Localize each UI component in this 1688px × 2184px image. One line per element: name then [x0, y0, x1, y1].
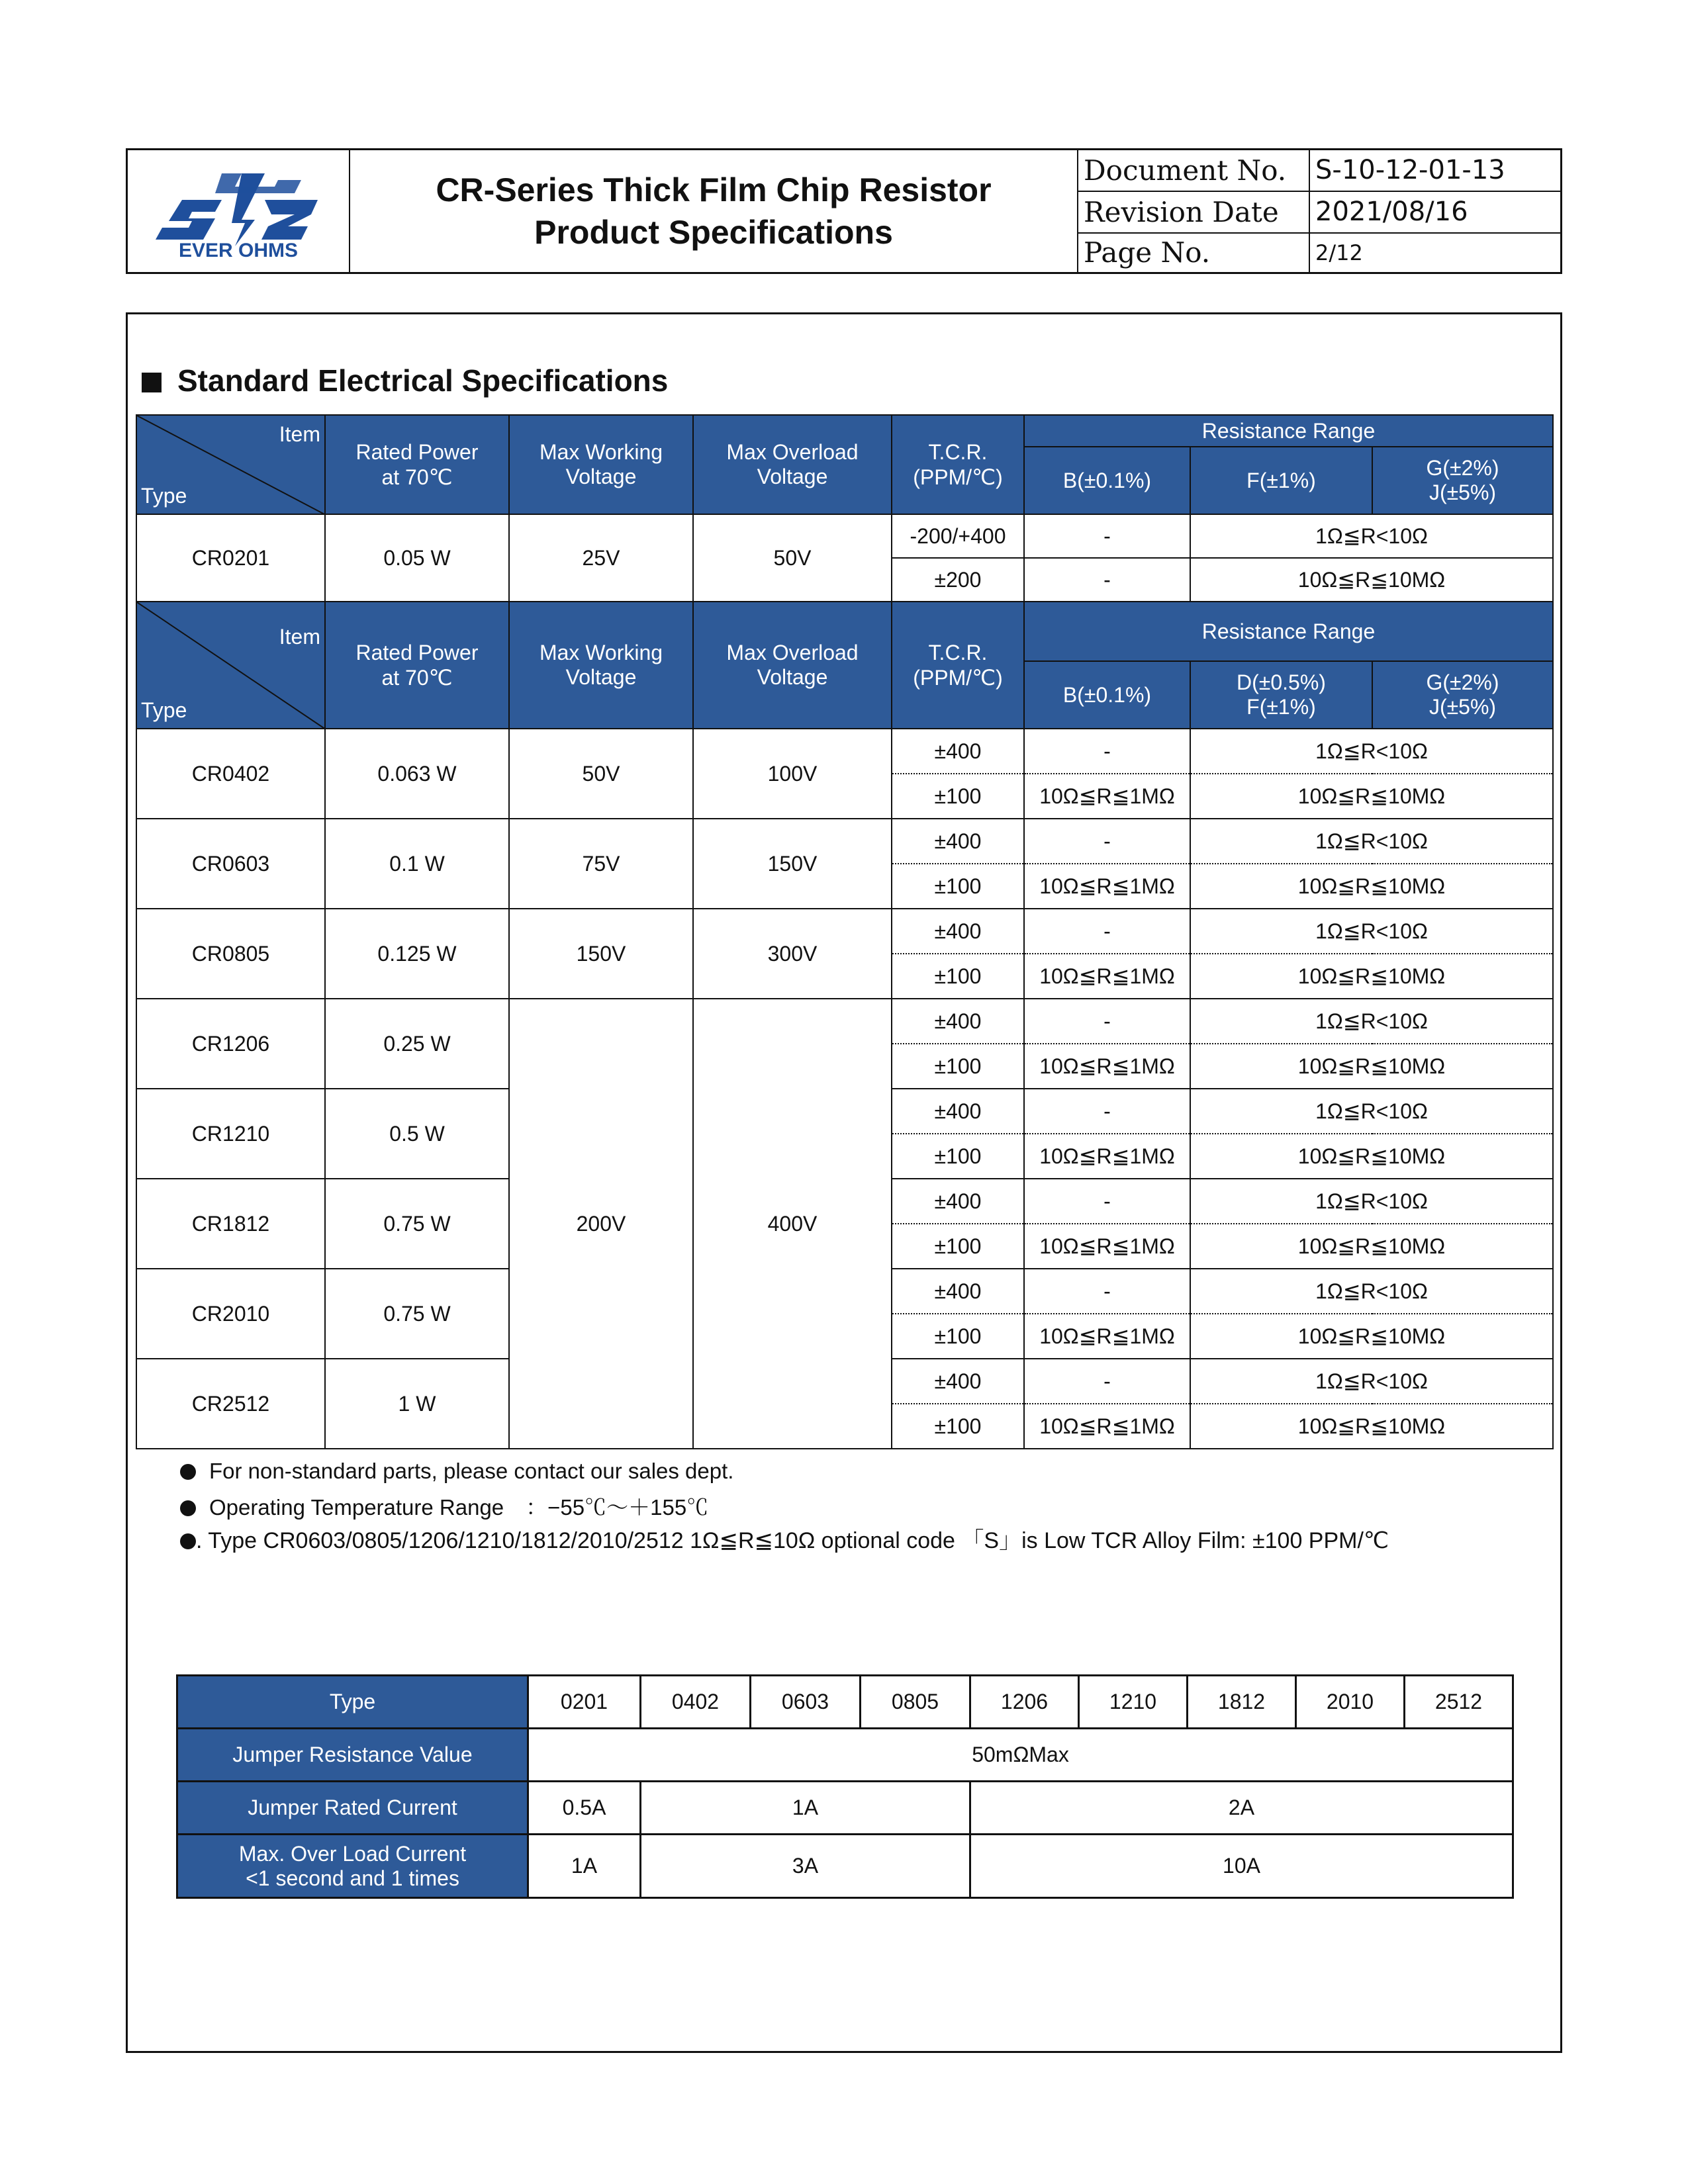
power-cell: 0.05 W	[325, 514, 509, 602]
item-label: Item	[279, 625, 320, 649]
type-cell: CR1812	[136, 1179, 325, 1269]
type-cell: CR1210	[136, 1089, 325, 1179]
range-cell: 10Ω≦R≦10MΩ	[1190, 1044, 1553, 1089]
working-voltage-cell: 25V	[509, 514, 693, 602]
b-range-cell: -	[1024, 1179, 1190, 1224]
tcr-cell: ±100	[892, 1404, 1024, 1449]
jumper-resistance-value: 50mΩMax	[528, 1729, 1513, 1782]
range-cell: 10Ω≦R≦10MΩ	[1190, 1314, 1553, 1359]
jumper-overload-high: 10A	[970, 1835, 1513, 1898]
range-cell: 1Ω≦R<10Ω	[1190, 1089, 1553, 1134]
range-cell: 10Ω≦R≦10MΩ	[1190, 1134, 1553, 1179]
type-cell: CR0603	[136, 819, 325, 909]
overload-voltage-cell: 300V	[693, 909, 892, 999]
tcr-cell: ±400	[892, 819, 1024, 864]
tcr-cell: -200/+400	[892, 514, 1024, 558]
jumper-current-header: Jumper Rated Current	[177, 1782, 528, 1835]
tcr-cell: ±400	[892, 999, 1024, 1044]
type-cell: CR2010	[136, 1269, 325, 1359]
range-cell: 10Ω≦R≦10MΩ	[1190, 558, 1553, 602]
square-bullet-icon	[142, 373, 162, 392]
b-range-cell: 10Ω≦R≦1MΩ	[1024, 864, 1190, 909]
b-tolerance-header: B(±0.1%)	[1024, 447, 1190, 514]
range-cell: 1Ω≦R<10Ω	[1190, 999, 1553, 1044]
type-cell: CR1206	[136, 999, 325, 1089]
jumper-current-mid: 1A	[641, 1782, 970, 1835]
revision-date-label: Revision Date	[1078, 191, 1309, 233]
tcr-cell: ±400	[892, 1359, 1024, 1404]
tcr-cell: ±100	[892, 954, 1024, 999]
working-voltage-cell: 50V	[509, 729, 693, 819]
electrical-spec-table	[136, 414, 1554, 1449]
type-label: Type	[141, 698, 187, 722]
page-no-label: Page No.	[1078, 233, 1309, 273]
bullet-icon	[180, 1500, 196, 1516]
type-cell: CR2512	[136, 1359, 325, 1449]
range-cell: 1Ω≦R<10Ω	[1190, 1359, 1553, 1404]
jumper-overload-0201: 1A	[528, 1835, 641, 1898]
revision-date-value: 2021/08/16	[1309, 191, 1562, 233]
jumper-type-2512: 2512	[1405, 1676, 1513, 1729]
tcr-cell: ±400	[892, 729, 1024, 774]
jumper-type-1210: 1210	[1079, 1676, 1188, 1729]
range-cell: 10Ω≦R≦10MΩ	[1190, 1404, 1553, 1449]
type-label: Type	[141, 484, 187, 508]
tcr-cell: ±100	[892, 774, 1024, 819]
f-tolerance-header: F(±1%)	[1190, 447, 1372, 514]
item-label: Item	[279, 422, 320, 446]
resistance-range-header-2: Resistance Range	[1024, 602, 1553, 661]
b-range-cell: -	[1024, 999, 1190, 1044]
range-cell: 10Ω≦R≦10MΩ	[1190, 954, 1553, 999]
b-range-cell: 10Ω≦R≦1MΩ	[1024, 1404, 1190, 1449]
tcr-header-2: T.C.R. (PPM/℃)	[892, 602, 1024, 729]
b-range-cell: -	[1024, 909, 1190, 954]
tcr-cell: ±100	[892, 1224, 1024, 1269]
type-cell: CR0201	[136, 514, 325, 602]
overload-voltage-cell: 50V	[693, 514, 892, 602]
range-cell: 10Ω≦R≦10MΩ	[1190, 864, 1553, 909]
rated-power-header-2: Rated Power at 70℃	[325, 602, 509, 729]
page-no-value: 2/12	[1309, 233, 1562, 273]
b-range-cell: -	[1024, 558, 1190, 602]
max-working-header-2: Max Working Voltage	[509, 602, 693, 729]
title-line-1: CR-Series Thick Film Chip Resistor	[436, 171, 992, 208]
tcr-cell: ±100	[892, 1134, 1024, 1179]
tcr-cell: ±400	[892, 1269, 1024, 1314]
df-tolerance-header: D(±0.5%) F(±1%)	[1190, 661, 1372, 729]
range-cell: 1Ω≦R<10Ω	[1190, 909, 1553, 954]
jumper-type-0201: 0201	[528, 1676, 641, 1729]
range-cell: 1Ω≦R<10Ω	[1190, 1179, 1553, 1224]
jumper-type-0805: 0805	[861, 1676, 970, 1729]
power-cell: 0.75 W	[325, 1179, 509, 1269]
b-range-cell: 10Ω≦R≦1MΩ	[1024, 1224, 1190, 1269]
note-1: For non-standard parts, please contact our sales dept.	[180, 1459, 733, 1484]
range-cell: 10Ω≦R≦10MΩ	[1190, 774, 1553, 819]
range-cell: 10Ω≦R≦10MΩ	[1190, 1224, 1553, 1269]
document-title	[350, 150, 1078, 273]
gj-tolerance-header: G(±2%) J(±5%)	[1372, 447, 1553, 514]
tcr-cell: ±200	[892, 558, 1024, 602]
jumper-overload-header: Max. Over Load Current <1 second and 1 times	[177, 1835, 528, 1898]
ever-ohms-logo-icon	[142, 160, 334, 259]
overload-voltage-cell: 100V	[693, 729, 892, 819]
range-cell: 1Ω≦R<10Ω	[1190, 819, 1553, 864]
b-range-cell: -	[1024, 1089, 1190, 1134]
logo-text: EVER OHMS	[178, 239, 299, 259]
document-no-value: S-10-12-01-13	[1309, 150, 1562, 191]
title-line-2: Product Specifications	[534, 214, 893, 251]
type-cell: CR0805	[136, 909, 325, 999]
bullet-icon	[180, 1464, 196, 1480]
shared-working-voltage-cell: 200V	[509, 999, 693, 1449]
section-heading	[142, 363, 668, 398]
power-cell: 0.25 W	[325, 999, 509, 1089]
b-tolerance-header-2: B(±0.1%)	[1024, 661, 1190, 729]
tcr-cell: ±400	[892, 1089, 1024, 1134]
b-range-cell: 10Ω≦R≦1MΩ	[1024, 1044, 1190, 1089]
jumper-type-1206: 1206	[970, 1676, 1079, 1729]
item-type-header-2	[136, 602, 325, 729]
jumper-current-high: 2A	[970, 1782, 1513, 1835]
tcr-cell: ±100	[892, 1044, 1024, 1089]
max-overload-header-2: Max Overload Voltage	[693, 602, 892, 729]
working-voltage-cell: 150V	[509, 909, 693, 999]
power-cell: 0.1 W	[325, 819, 509, 909]
note-2: Operating Temperature Range ：−55℃～＋155℃	[180, 1490, 708, 1522]
jumper-resistance-header: Jumper Resistance Value	[177, 1729, 528, 1782]
jumper-current-0201: 0.5A	[528, 1782, 641, 1835]
overload-voltage-cell: 150V	[693, 819, 892, 909]
range-cell: 1Ω≦R<10Ω	[1190, 514, 1553, 558]
b-range-cell: 10Ω≦R≦1MΩ	[1024, 954, 1190, 999]
jumper-overload-mid: 3A	[641, 1835, 970, 1898]
b-range-cell: 10Ω≦R≦1MΩ	[1024, 774, 1190, 819]
tcr-cell: ±100	[892, 864, 1024, 909]
jumper-type-0603: 0603	[751, 1676, 861, 1729]
jumper-type-header: Type	[177, 1676, 528, 1729]
b-range-cell: -	[1024, 1359, 1190, 1404]
document-no-label: Document No.	[1078, 150, 1309, 191]
tcr-cell: ±400	[892, 909, 1024, 954]
tcr-header: T.C.R. (PPM/℃)	[892, 415, 1024, 514]
gj-tolerance-header-2: G(±2%) J(±5%)	[1372, 661, 1553, 729]
b-range-cell: 10Ω≦R≦1MΩ	[1024, 1314, 1190, 1359]
b-range-cell: 10Ω≦R≦1MΩ	[1024, 1134, 1190, 1179]
jumper-type-0402: 0402	[641, 1676, 751, 1729]
rated-power-header: Rated Power at 70℃	[325, 415, 509, 514]
power-cell: 0.063 W	[325, 729, 509, 819]
b-range-cell: -	[1024, 514, 1190, 558]
jumper-type-1812: 1812	[1188, 1676, 1296, 1729]
range-cell: 1Ω≦R<10Ω	[1190, 729, 1553, 774]
item-type-header	[136, 415, 325, 514]
type-cell: CR0402	[136, 729, 325, 819]
section-title-text: Standard Electrical Specifications	[177, 363, 669, 398]
shared-overload-voltage-cell: 400V	[693, 999, 892, 1449]
tcr-cell: ±100	[892, 1314, 1024, 1359]
note-3: . Type CR0603/0805/1206/1210/1812/2010/2512 1Ω≦R≦10Ω optional code 「S」is Low TCR Alloy Film: ±100 PPM/℃	[180, 1522, 1389, 1555]
power-cell: 0.75 W	[325, 1269, 509, 1359]
power-cell: 0.125 W	[325, 909, 509, 999]
max-overload-header: Max Overload Voltage	[693, 415, 892, 514]
power-cell: 1 W	[325, 1359, 509, 1449]
jumper-spec-table	[176, 1674, 1514, 1899]
tcr-cell: ±400	[892, 1179, 1024, 1224]
working-voltage-cell: 75V	[509, 819, 693, 909]
power-cell: 0.5 W	[325, 1089, 509, 1179]
range-cell: 1Ω≦R<10Ω	[1190, 1269, 1553, 1314]
b-range-cell: -	[1024, 1269, 1190, 1314]
bullet-icon	[180, 1533, 196, 1549]
resistance-range-header: Resistance Range	[1024, 415, 1553, 447]
b-range-cell: -	[1024, 819, 1190, 864]
max-working-header: Max Working Voltage	[509, 415, 693, 514]
b-range-cell: -	[1024, 729, 1190, 774]
company-logo	[127, 150, 350, 273]
document-header	[126, 148, 1562, 274]
jumper-type-2010: 2010	[1296, 1676, 1405, 1729]
